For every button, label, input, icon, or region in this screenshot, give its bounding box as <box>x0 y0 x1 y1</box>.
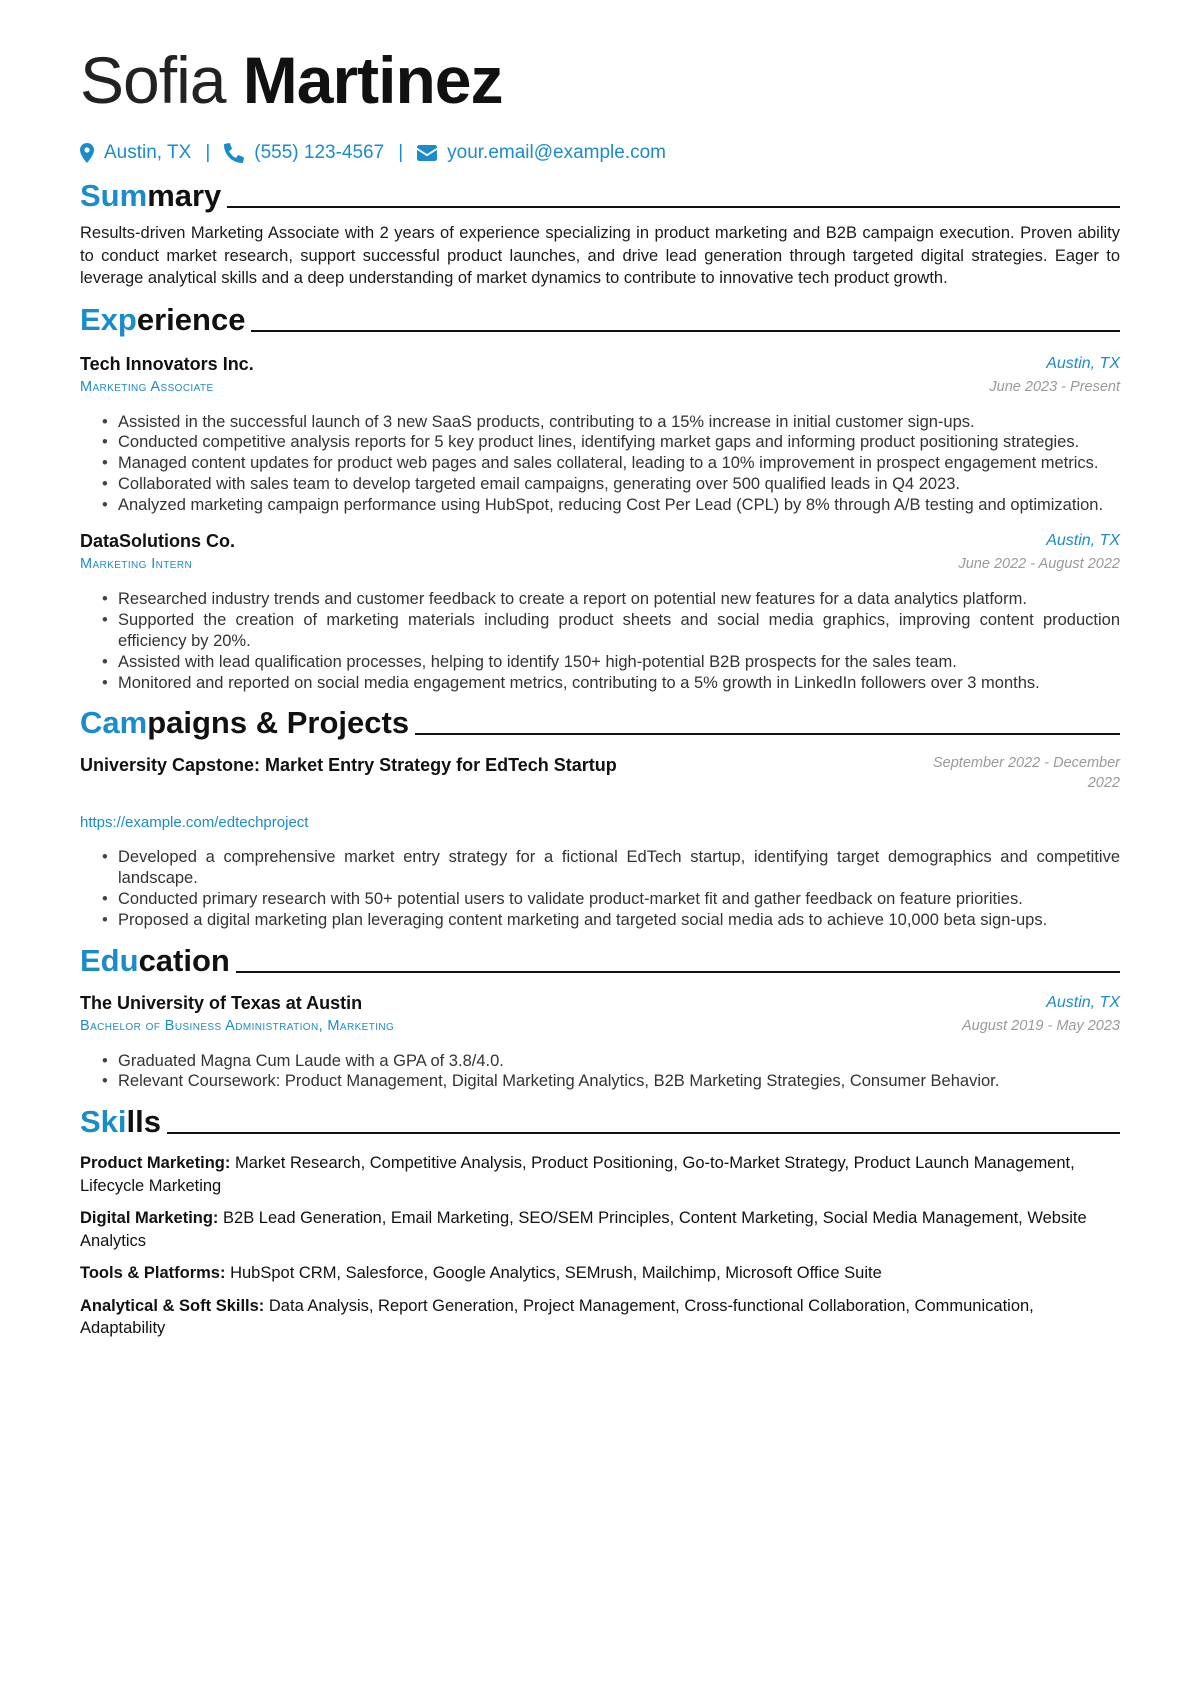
job-role: Marketing Associate <box>80 378 214 395</box>
projects-section <box>80 705 1120 930</box>
list-item: • Conducted competitive analysis reports for 5 key product lines, identifying market gaps and informing product positioning strategies. <box>80 432 1120 453</box>
section-title-skills: Ski lls <box>80 1104 1120 1140</box>
job-entry <box>80 352 1120 516</box>
job-dates: June 2022 - August 2022 <box>958 556 1120 573</box>
list-item: • Monitored and reported on social media engagement metrics, contributing to a 5% growth in LinkedIn followers over 3 months. <box>80 673 1120 694</box>
education-bullets <box>80 1051 1120 1093</box>
skill-label: Analytical & Soft Skills: <box>80 1296 265 1315</box>
candidate-name <box>80 40 1120 120</box>
company-name: Tech Innovators Inc. <box>80 353 254 374</box>
section-rule <box>167 1132 1120 1134</box>
contact-bar <box>80 140 1120 166</box>
skill-group <box>80 1152 1120 1197</box>
section-rule <box>227 206 1120 208</box>
skill-group <box>80 1207 1120 1252</box>
list-item: • Proposed a digital marketing plan leveraging content marketing and targeted social media ads to achieve 10,000 beta sign-ups. <box>80 910 1120 931</box>
contact-email[interactable] <box>417 142 666 164</box>
education-entry <box>80 991 1120 1093</box>
degree: Bachelor of Business Administration, Marketing <box>80 1017 395 1034</box>
school-location: Austin, TX <box>1046 993 1120 1011</box>
list-item: • Assisted in the successful launch of 3 new SaaS products, contributing to a 15% increase in initial customer sign-ups. <box>80 412 1120 433</box>
phone-icon <box>224 143 244 163</box>
list-item: • Developed a comprehensive market entry strategy for a fictional EdTech startup, identifying target demographics and competitive landscape. <box>80 847 1120 889</box>
section-title-education: Edu cation <box>80 943 1120 979</box>
skill-items: HubSpot CRM, Salesforce, Google Analytics, SEMrush, Mailchimp, Microsoft Office Suite <box>230 1264 882 1283</box>
job-entry <box>80 529 1120 693</box>
job-location: Austin, TX <box>1046 532 1120 550</box>
list-item: • Assisted with lead qualification processes, helping to identify 150+ high-potential B2B prospects for the sales team. <box>80 652 1120 673</box>
school-name: The University of Texas at Austin <box>80 992 363 1013</box>
section-title-projects: Cam paigns & Projects <box>80 705 1120 741</box>
last-name: Martinez <box>242 43 503 117</box>
list-item: • Managed content updates for product web pages and sales collateral, leading to a 10% improvement in prospect engagement metrics. <box>80 453 1120 474</box>
resume-page <box>80 40 1120 1340</box>
first-name: Sofia <box>80 43 226 117</box>
section-rule <box>236 971 1120 973</box>
skill-items: Data Analysis, Report Generation, Project Management, Cross-functional Collaboration, Communication, Adaptability <box>80 1296 1034 1338</box>
contact-phone[interactable] <box>224 142 384 164</box>
education-dates: August 2019 - May 2023 <box>962 1017 1120 1034</box>
skill-label: Tools & Platforms: <box>80 1264 226 1283</box>
summary-text: Results-driven Marketing Associate with 2 years of experience specializing in product marketing and B2B campaign execution. Proven ability to conduct market research, support successful product launches, and drive lead generation through targeted digital strategies. Eager to leverage analytical skills and a deep understanding of market dynamics to contribute to innovative tech product growth. <box>80 224 1120 287</box>
project-link[interactable]: https://example.com/edtechproject <box>80 814 309 832</box>
job-role: Marketing Intern <box>80 556 193 573</box>
experience-section <box>80 302 1120 694</box>
skill-items: B2B Lead Generation, Email Marketing, SEO/SEM Principles, Content Marketing, Social Media Management, Website Analytics <box>80 1209 1087 1250</box>
project-bullets <box>80 847 1120 930</box>
job-location: Austin, TX <box>1046 354 1120 372</box>
section-rule <box>415 733 1120 735</box>
location-text: Austin, TX <box>104 142 192 163</box>
list-item: • Conducted primary research with 50+ potential users to validate product-market fit and gather feedback on feature priorities. <box>80 889 1120 910</box>
education-section <box>80 943 1120 1093</box>
contact-location <box>80 142 191 164</box>
company-name: DataSolutions Co. <box>80 531 236 552</box>
list-item: • Relevant Coursework: Product Management, Digital Marketing Analytics, B2B Marketing Strategies, Consumer Behavior. <box>80 1071 1120 1092</box>
job-bullets <box>80 412 1120 516</box>
job-bullets <box>80 589 1120 693</box>
envelope-icon <box>417 145 437 161</box>
list-item: • Collaborated with sales team to develop targeted email campaigns, generating over 500 qualified leads in Q4 2023. <box>80 474 1120 495</box>
section-title-summary: Sum mary <box>80 178 1120 214</box>
section-title-experience: Exp erience <box>80 302 1120 338</box>
list-item: • Supported the creation of marketing materials including product sheets and social media graphics, improving content production efficiency by 20%. <box>80 610 1120 652</box>
list-item: • Researched industry trends and customer feedback to create a report on potential new features for a data analytics platform. <box>80 589 1120 610</box>
skill-label: Digital Marketing: <box>80 1209 219 1228</box>
project-entry <box>80 753 1120 930</box>
project-name: University Capstone: Market Entry Strategy for EdTech Startup <box>80 755 617 776</box>
section-rule <box>251 330 1120 332</box>
summary-section <box>80 178 1120 290</box>
list-item: • Analyzed marketing campaign performance using HubSpot, reducing Cost Per Lead (CPL) by 8% through A/B testing and optimization. <box>80 495 1120 516</box>
skill-items: Market Research, Competitive Analysis, Product Positioning, Go-to-Market Strategy, Product Launch Management, Lifecycle Marketing <box>80 1154 1075 1195</box>
skill-group <box>80 1295 1120 1340</box>
contact-separator: | <box>398 142 404 163</box>
skill-group <box>80 1262 1120 1285</box>
job-dates: June 2023 - Present <box>989 378 1120 395</box>
skill-label: Product Marketing: <box>80 1154 231 1173</box>
email-text: your.email@example.com <box>447 142 666 163</box>
list-item: • Graduated Magna Cum Laude with a GPA of 3.8/4.0. <box>80 1051 1120 1072</box>
skills-section <box>80 1104 1120 1340</box>
phone-text: (555) 123-4567 <box>254 142 385 163</box>
project-dates: September 2022 - December 2022 <box>933 755 1120 792</box>
contact-separator: | <box>205 142 211 163</box>
map-pin-icon <box>80 143 94 163</box>
